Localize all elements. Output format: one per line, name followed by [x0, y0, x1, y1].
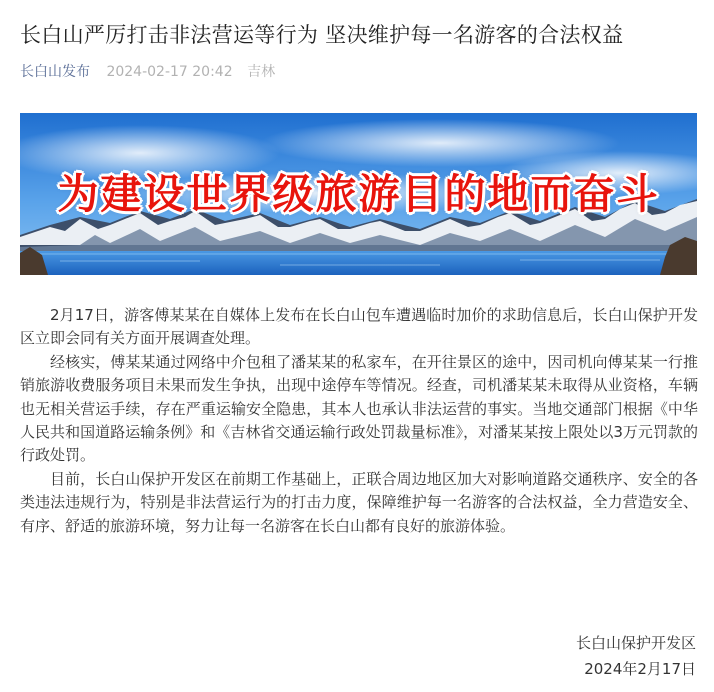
signature-date: 2024年2月17日: [584, 660, 696, 678]
article-title: 长白山严厉打击非法营运等行为 坚决维护每一名游客的合法权益: [20, 23, 624, 47]
article-body: [20, 304, 698, 538]
paragraph: 经核实，傅某某通过网络中介包租了潘某某的私家车，在开往景区的途中，因司机向傅某某一行推销旅游收费服务项目未果而发生争执，出现中途停车等情况。经查，司机潘某某未取得从业资格，车辆也无相关营运手续，存在严重运输安全隐患，其本人也承认非法运营的事实。当地交通部门根据《中华人民共和国道路运输条例》和《吉林省交通运输行政处罚裁量标准》，对潘某某按上限处以3万元罚款的行政处罚。: [20, 352, 698, 465]
paragraph: 目前，长白山保护开发区在前期工作基础上，正联合周边地区加大对影响道路交通秩序、安全的各类违法违规行为，特别是非法营运行为的打击力度，保障维护每一名游客的合法权益，全力营造安全、有序、舒适的旅游环境，努力让每一名游客在长白山都有良好的旅游体验。: [20, 469, 698, 535]
article-meta: [20, 62, 285, 82]
banner-image: [20, 113, 697, 275]
paragraph: 2月17日，游客傅某某在自媒体上发布在长白山包车遭遇临时加价的求助信息后，长白山保护开发区立即会同有关方面开展调查处理。: [20, 306, 698, 348]
account-name-link[interactable]: 长白山发布: [20, 64, 90, 80]
signature-org: 长白山保护开发区: [575, 634, 696, 652]
banner-slogan: 为建设世界级旅游目的地而奋斗: [57, 170, 660, 218]
signature-block: [576, 630, 696, 682]
publish-region: 吉林: [247, 64, 276, 80]
publish-time: 2024-02-17 20:42: [106, 64, 233, 80]
